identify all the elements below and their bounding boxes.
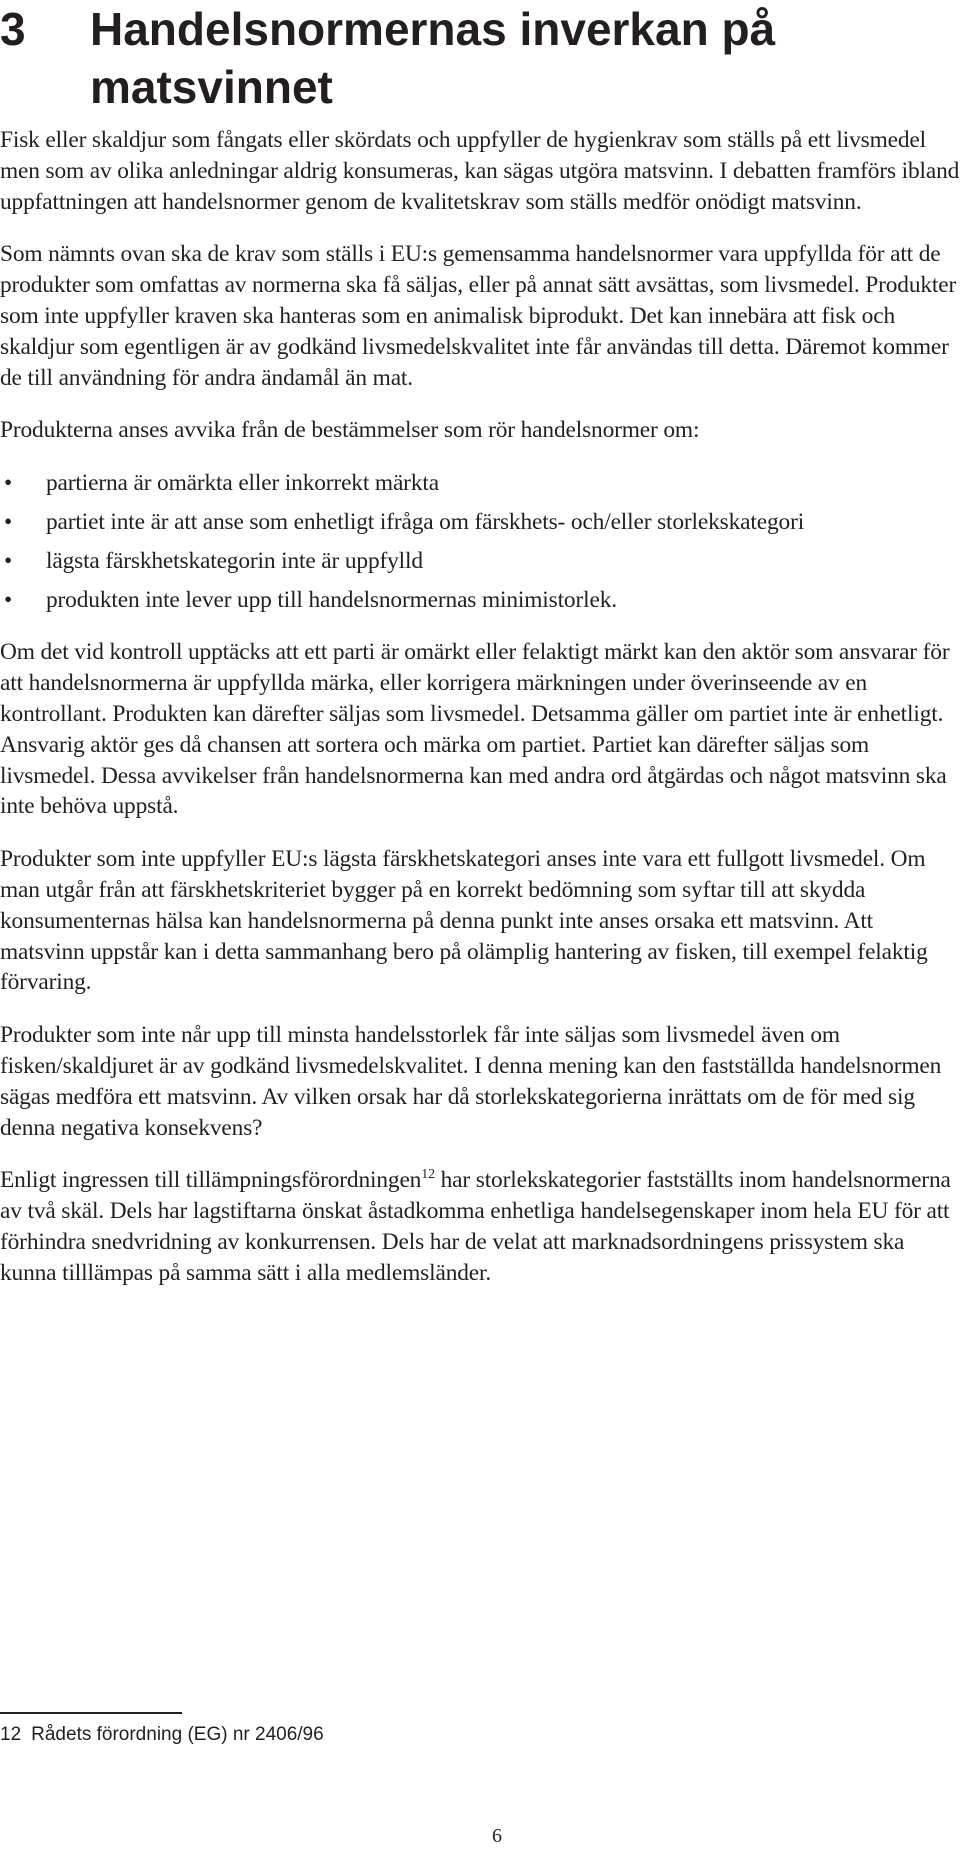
- footnote-reference[interactable]: 12: [421, 1167, 435, 1183]
- list-item-text: lägsta färskhetskategorin inte är uppfylld: [46, 547, 423, 574]
- paragraph: Produkterna anses avvika från de bestämmelser som rör handelsnormer om:: [0, 417, 700, 444]
- bullet-icon: •: [4, 586, 13, 613]
- body-text: [0, 125, 960, 1311]
- chapter-number: 3: [0, 3, 26, 55]
- paragraph: Produkter som inte uppfyller EU:s lägsta färskhetskategori anses inte vara ett fullgott livsmedel. Om man utgår från att färskhetskriteriet bygger på en korrekt bedömning som syftar till att skydda konsumenternas hälsa kan handelsnormerna på denna punkt inte anses orsaka ett matsvinn. Att matsvinn uppstår kan i detta sammanhang bero på olämplig hantering av fisken, till exempel felaktig förvaring.: [0, 846, 928, 996]
- list-item-text: partiet inte är att anse som enhetligt ifråga om färskhets- och/eller storlekskategori: [46, 508, 805, 535]
- chapter-heading: [0, 0, 950, 116]
- list-item: [0, 468, 960, 499]
- paragraph-text: Enligt ingressen till tillämpningsförordningen: [0, 1167, 422, 1194]
- paragraph: Produkter som inte når upp till minsta handelsstorlek får inte säljas som livsmedel även om fisken/skaldjuret är av godkänd livsmedelskvalitet. I denna mening kan den fastställda handelsnormen sägas medföra ett matsvinn. Av vilken orsak har då storlekskategorierna inrättats om de för med sig denna negativa konsekvens?: [0, 1022, 942, 1141]
- paragraph: Om det vid kontroll upptäcks att ett parti är omärkt eller felaktigt märkt kan den aktör som ansvarar för att handelsnormerna är uppfyllda märka, eller korrigera märkningen under överinseende av en kontrollant. Produkten kan därefter säljas som livsmedel. Detsamma gäller om partiet inte är enhetligt. Ansvarig aktör ges då chansen att sortera och märka om partiet. Partiet kan därefter säljas som livsmedel. Dessa avvikelser från handelsnormerna kan med andra ord åtgärdas och något matsvinn ska inte behöva uppstå.: [0, 639, 950, 820]
- footnote-number: 12: [0, 1724, 22, 1745]
- list-item: [0, 546, 960, 577]
- chapter-title: Handelsnormernas inverkan på matsvinnet: [90, 3, 776, 113]
- bullet-icon: •: [4, 470, 13, 497]
- page-number: 6: [492, 1825, 502, 1847]
- list-item-text: partierna är omärkta eller inkorrekt märkta: [46, 470, 439, 497]
- bullet-icon: •: [4, 508, 13, 535]
- bullet-icon: •: [4, 547, 13, 574]
- footnote: [0, 1723, 324, 1747]
- list-item: [0, 585, 960, 616]
- paragraph-text: har storlekskategorier fastställts inom handelsnormerna av två skäl. Dels har lagstiftarna önskat åstadkomma enhetliga handelsegenskaper inom hela EU för att förhindra snedvridning av konkurrensen. Dels har de velat att marknadsordningens prissystem ska kunna tilllämpas på samma sätt i alla medlemsländer.: [0, 1167, 951, 1286]
- footnote-text: Rådets förordning (EG) nr 2406/96: [31, 1724, 324, 1745]
- footnote-divider: [0, 1712, 182, 1714]
- list-item: [0, 507, 960, 538]
- paragraph: Fisk eller skaldjur som fångats eller skördats och uppfyller de hygienkrav som ställs på ett livsmedel men som av olika anledningar aldrig konsumeras, kan sägas utgöra matsvinn. I debatten framförs ibland uppfattningen att handelsnormer genom de kvalitetskrav som ställs medför onödigt matsvinn.: [0, 127, 960, 215]
- list-item-text: produkten inte lever upp till handelsnormernas minimistorlek.: [46, 586, 617, 613]
- paragraph: Som nämnts ovan ska de krav som ställs i EU:s gemensamma handelsnormer vara uppfyllda för att de produkter som omfattas av normerna ska få säljas, eller på annat sätt avsättas, som livsmedel. Produkter som inte uppfyller kraven ska hanteras som en animalisk biprodukt. Det kan innebära att fisk och skaldjur som egentligen är av godkänd livsmedelskvalitet inte får användas till detta. Däremot kommer de till användning för andra ändamål än mat.: [0, 241, 957, 391]
- bullet-list: [0, 468, 960, 615]
- paragraph: [0, 1165, 960, 1288]
